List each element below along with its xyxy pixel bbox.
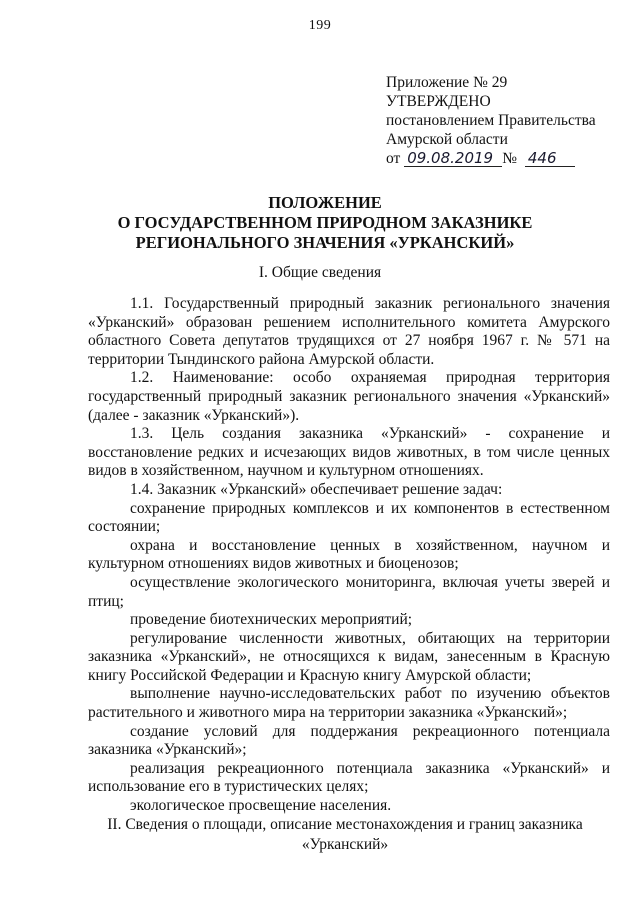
section-2-heading-line-1: II. Сведения о площади, описание местонахождения и границ заказника xyxy=(107,816,583,833)
paragraph-1-2: 1.2. Наименование: особо охраняемая природная территория государственный природный заказник регионального значения «Урканский» (далее - заказник «Урканский»). xyxy=(88,369,610,424)
title-line-1: ПОЛОЖЕНИЕ xyxy=(268,193,382,212)
title-line-2: О ГОСУДАРСТВЕННОМ ПРИРОДНОМ ЗАКАЗНИКЕ xyxy=(117,213,533,232)
approval-number: 446 xyxy=(525,150,575,167)
number-prefix: № xyxy=(502,150,517,167)
document-title xyxy=(80,193,570,253)
task-item: охрана и восстановление ценных в хозяйственном, научном и культурном отношениях видов животных и биоценозов; xyxy=(88,536,610,573)
title-line-3: РЕГИОНАЛЬНОГО ЗНАЧЕНИЯ «УРКАНСКИЙ» xyxy=(135,233,515,252)
page-number: 199 xyxy=(308,18,332,33)
paragraph-1-3: 1.3. Цель создания заказника «Урканский» - сохранение и восстановление редких и исчезающих видов животных, в том числе ценных видов в хозяйственном, научном и культурном отношениях. xyxy=(88,425,610,480)
task-item: выполнение научно-исследовательских работ по изучению объектов растительного и животного мира на территории заказника «Урканский»; xyxy=(88,685,610,722)
approval-date: 09.08.2019 xyxy=(404,150,502,167)
approval-date-line xyxy=(386,149,616,168)
section-1-heading: I. Общие сведения xyxy=(258,264,382,281)
task-item: реализация рекреационного потенциала заказника «Урканский» и использование его в туристических целях; xyxy=(88,759,610,796)
date-prefix: от xyxy=(386,150,401,167)
approval-block xyxy=(386,73,616,168)
approved-by-region: Амурской области xyxy=(386,131,508,148)
task-item: осуществление экологического мониторинга, включая учеты зверей и птиц; xyxy=(88,573,610,610)
approved-by: постановлением Правительства xyxy=(386,112,596,129)
task-item: проведение биотехнических мероприятий; xyxy=(130,611,413,629)
task-item: сохранение природных комплексов и их компонентов в естественном состоянии; xyxy=(88,499,610,536)
approved-label: УТВЕРЖДЕНО xyxy=(386,93,491,110)
appendix-number: Приложение № 29 xyxy=(386,74,508,91)
task-item: создание условий для поддержания рекреационного потенциала заказника «Урканский»; xyxy=(88,722,610,759)
task-item: регулирование численности животных, обитающих на территории заказника «Урканский», не относящихся к видам, занесенным в Красную книгу Российской Федерации и Красную книгу Амурской области; xyxy=(88,629,610,684)
section-2-heading xyxy=(80,815,610,855)
paragraph-1-1: 1.1. Государственный природный заказник регионального значения «Урканский» образован решением исполнительного комитета Амурского областного Совета депутатов трудящихся от 27 ноября 1967 г. № 571 на территории Тындинского района Амурской области. xyxy=(88,295,610,368)
section-2-heading-line-2: «Урканский» xyxy=(301,836,389,853)
document-body xyxy=(88,295,610,816)
task-item: экологическое просвещение населения. xyxy=(130,797,392,815)
paragraph-1-4: 1.4. Заказник «Урканский» обеспечивает решение задач: xyxy=(130,480,503,498)
